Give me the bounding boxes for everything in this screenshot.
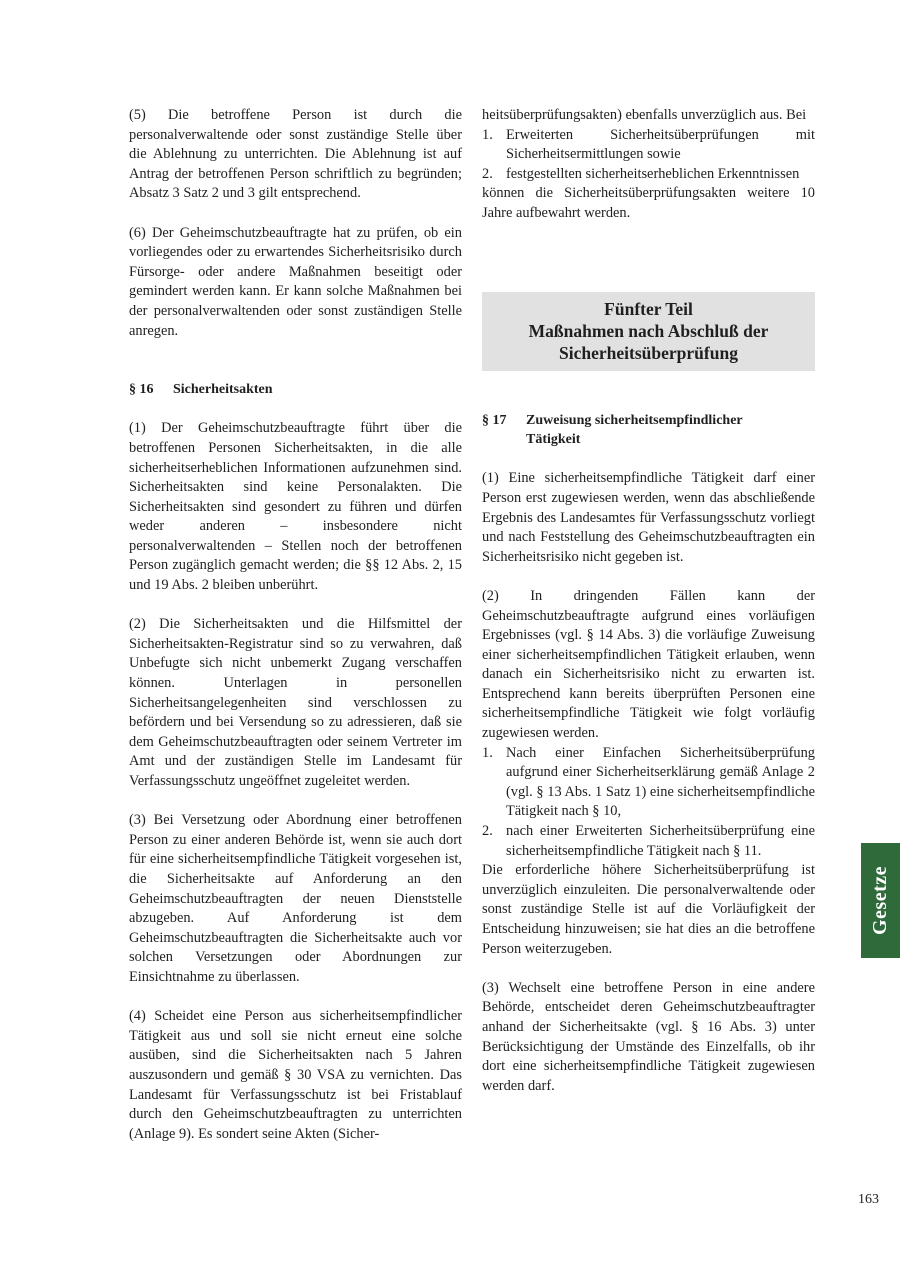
- section-16-paragraph-1: (1) Der Geheimschutzbeauftragte führt über die betroffenen Personen Sicherheitsakten, in die alle sicherheitserheblichen Informationen aufzunehmen sind. Sicherheitsakten sind keine Personalakten. Die Sicherheitsakten sind gesondert zu führen und dürfen weder anderen – insbesondere nicht personalverwaltenden – Stellen noch der betroffenen Person zugänglich gemacht werden; die §§ 12 Abs. 2, 15 und 19 Abs. 2 bleiben unberührt.: [129, 420, 462, 594]
- side-tab-gesetze: [861, 843, 900, 958]
- section-16-paragraph-3: (3) Bei Versetzung oder Abordnung einer betroffenen Person zu einer anderen Behörde ist, wenn sie auch dort für eine sicherheitsempfindliche Tätigkeit vorgesehen ist, die Sicherheitsakte auf Anforderung an den Geheimschutzbeauftragten der neuen Dienststelle abzugeben. Auf Anforderung ist dem Geheimschutzbeauftragten die Sicherheitsakte auch vor solchen Versetzungen oder Abordnungen zur Einsichtnahme zu überlassen.: [129, 812, 462, 985]
- section-16-paragraph-2: (2) Die Sicherheitsakten und die Hilfsmittel der Sicherheitsakten-Registratur sind so zu verwahren, daß Unbefugte sich nicht unbemerkt Zugang verschaffen können. Unterlagen in personellen Sicherheitsangelegenheiten sind verschlossen zu befördern und bei Versendung so zu adressieren, daß sie dem Geheimschutzbeauftragten oder seinem Vertreter im Amt und der zuständigen Stelle im Landesamt für Verfassungsschutz ungeöffnet zugeleitet werden.: [129, 616, 462, 789]
- continued-paragraph-end: können die Sicherheitsüberprüfungsakten weitere 10 Jahre aufbewahrt werden.: [482, 185, 815, 221]
- section-17-paragraph-1: (1) Eine sicherheitsempfindliche Tätigkeit darf einer Person erst zugewiesen werden, wenn das abschließende Ergebnis des Landesamtes für Verfassungsschutz vorliegt und nach Feststellung des Geheimschutzbeauftragten ein Sicherheitsrisiko nicht gegeben ist.: [482, 470, 815, 565]
- section-16-heading: [129, 380, 462, 400]
- paragraph-5: (5) Die betroffene Person ist durch die personalverwaltende oder sonst zuständige Stelle über die Ablehnung zu unterrichten. Die Ablehnung ist auf Antrag der betroffenen Person schriftlich zu begründen; Absatz 3 Satz 2 und 3 gilt entsprechend.: [129, 107, 462, 202]
- list-item: 2. nach einer Erweiterten Sicherheitsüberprüfung eine sicherheitsempfindliche Tätigkeit nach § 11.: [482, 823, 815, 859]
- section-17-paragraph-2: (2) In dringenden Fällen kann der Geheimschutzbeauftragte aufgrund eines vorläufigen Ergebnisses (vgl. § 14 Abs. 3) die vorläufige Zuweisung einer sicherheitsempfindlichen Tätigkeit erlauben, wenn danach ein Sicherheitsrisiko nicht zu erwarten ist. Entsprechend kann bereits überprüften Personen eine sicherheitsempfindliche Tätigkeit wie folgt vorläufig zugewiesen werden.: [482, 587, 815, 742]
- part-title-line: Maßnahmen nach Abschluß der: [528, 320, 769, 341]
- right-column: [482, 106, 815, 1096]
- paragraph-6: (6) Der Geheimschutzbeauftragte hat zu prüfen, ob ein vorliegendes oder zu erwartendes Sicherheitsrisiko durch Fürsorge- oder andere Maßnahmen beseitigt oder gemindert werden kann. Er kann solche Maßnahmen bei der personalverwaltenden oder sonst zuständigen Stelle anregen.: [129, 224, 462, 339]
- part-title-line: Sicherheitsüberprüfung: [559, 342, 738, 363]
- section-17-paragraph-3: (3) Wechselt eine betroffene Person in eine andere Behörde, entscheidet deren Geheimschutzbeauftragter anhand der Sicherheitsakte (vgl. § 16 Abs. 3) unter Berücksichtigung der Umstände des Einzelfalls, ob ihr dort eine sicherheitsempfindliche Tätigkeit zugewiesen werden darf.: [482, 979, 815, 1094]
- section-title: Sicherheitsakten: [173, 382, 273, 398]
- section-16-paragraph-4: (4) Scheidet eine Person aus sicherheitsempfindlicher Tätigkeit aus und soll sie nicht erneut eine solche ausüben, sind die Sicherheitsakten nach 5 Jahren auszusondern und gemäß § 30 VSA zu vernichten. Das Landesamt für Verfassungsschutz ist bei Fristablauf durch den Geheimschutzbeauftragten zu unterrichten (Anlage 9). Es sondert seine Akten (Sicher-: [129, 1008, 462, 1142]
- section-number: § 17: [482, 412, 507, 428]
- page-number: 163: [858, 1192, 879, 1207]
- side-tab-label: Gesetze: [869, 865, 892, 936]
- left-column: [129, 106, 462, 1144]
- part-title-box: [482, 292, 815, 371]
- list-item: 2. festgestellten sicherheitserheblichen Erkenntnissen: [482, 165, 800, 182]
- list-item: 1. Nach einer Einfachen Sicherheitsüberprüfung aufgrund einer Sicherheitserklärung gemäß Anlage 2 (vgl. § 13 Abs. 1 Satz 1) eine sicherheitsempfindliche Tätigkeit nach § 10,: [482, 744, 815, 820]
- section-title: Zuweisung sicherheitsempfindlicher: [526, 412, 743, 428]
- section-17-heading: [482, 411, 815, 450]
- continued-paragraph: heitsüberprüfungsakten) ebenfalls unverzüglich aus. Bei: [482, 107, 807, 123]
- section-17-paragraph-2-end: Die erforderliche höhere Sicherheitsüberprüfung ist unverzüglich einzuleiten. Die personalverwaltende oder sonst zuständige Stelle ist auf die Vorläufigkeit der Entscheidung hinzuweisen; sie hat dies an die betroffene Person weiterzugeben.: [482, 862, 815, 957]
- section-title: Tätigkeit: [526, 432, 581, 448]
- section-number: § 16: [129, 382, 154, 398]
- part-title-line: Fünfter Teil: [604, 298, 693, 319]
- list-item: 1. Erweiterten Sicherheitsüberprüfungen mit Sicherheitsermittlungen sowie: [482, 126, 815, 163]
